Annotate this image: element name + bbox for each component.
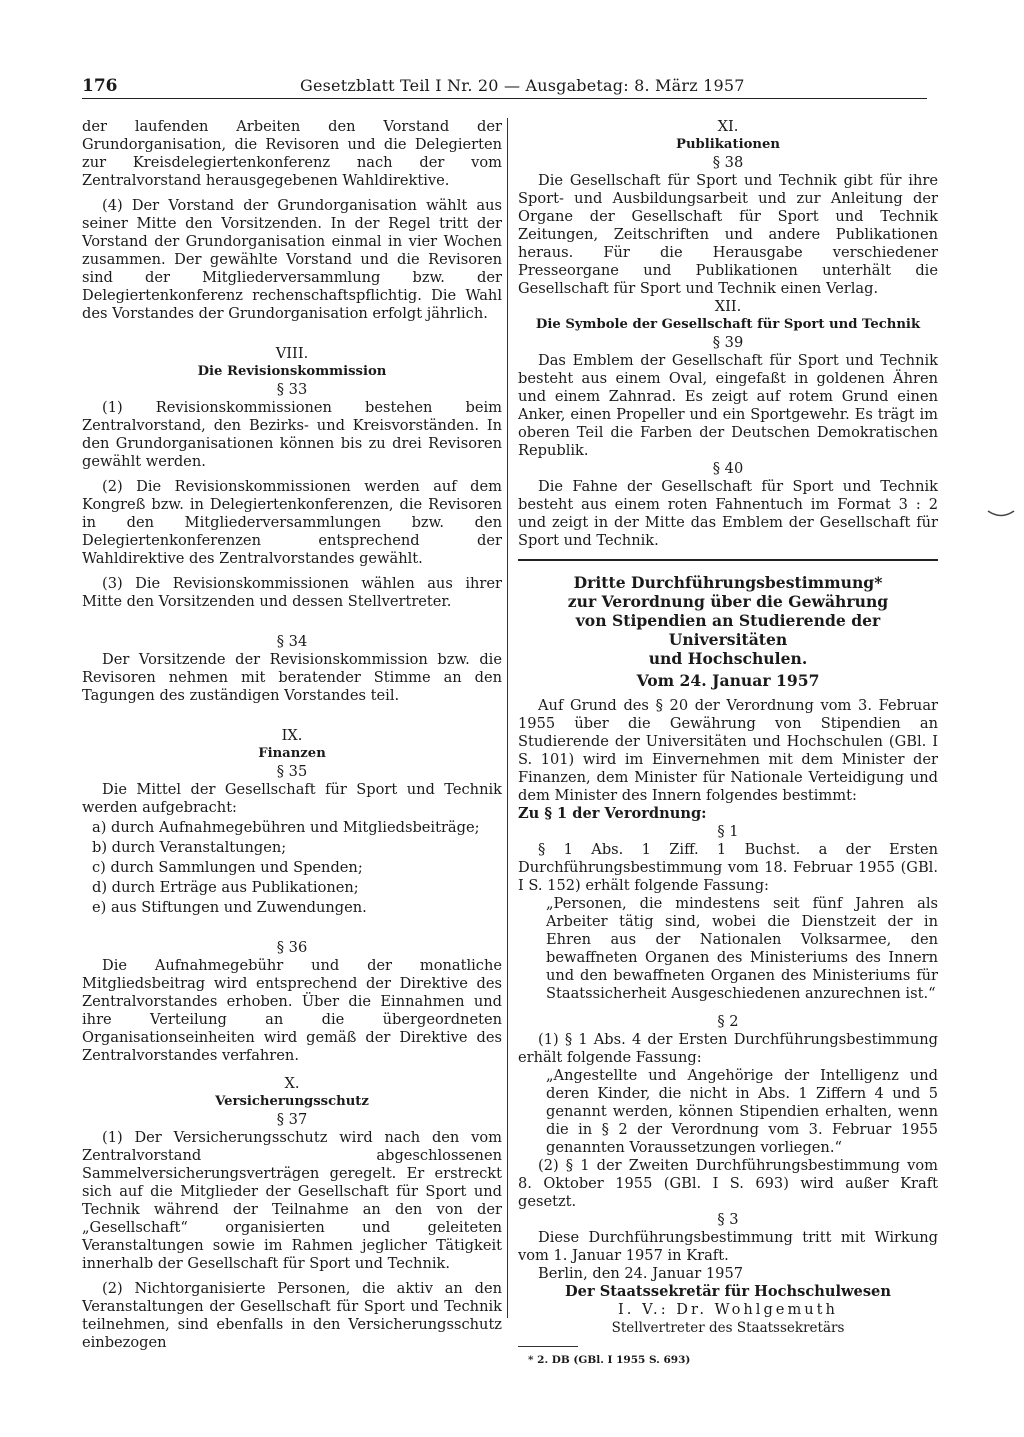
page-header xyxy=(82,74,927,99)
page-number: 176 xyxy=(82,76,118,96)
section-heading: Die Revisionskommission xyxy=(197,364,387,379)
section-heading: Publikationen xyxy=(676,137,780,152)
title-line: zur Verordnung über die Gewährung xyxy=(567,592,889,612)
margin-mark xyxy=(986,508,1016,520)
section-rule xyxy=(518,559,938,561)
paragraph-number: § 3 xyxy=(717,1211,739,1229)
preamble: Auf Grund des § 20 der Verordnung vom 3. Februar 1955 über die Gewährung von Stipendien an Studierende der Universitäten und Hochschulen (GBl. I S. 101) wird im Einvernehmen mit dem Minister der Finanzen, dem Minister für Nationale Verteidigung und dem Minister des Innern folgendes bestimmt: xyxy=(518,697,938,805)
title-line: von Stipendien an Studierende der Universitäten xyxy=(575,611,881,650)
signer-name: I. V.: Dr. Wohlgemuth xyxy=(618,1301,838,1319)
paragraph: (1) Revisionskommissionen bestehen beim Zentralvorstand, den Bezirks- und Kreisvorständen. In den Grundorganisationen können bis zu drei Revisoren gewählt werden. xyxy=(82,399,502,470)
section-number: X. xyxy=(284,1075,300,1092)
title-line: Dritte Durchführungsbestimmung* xyxy=(573,573,883,593)
paragraph-number: § 36 xyxy=(276,939,308,956)
paragraph: § 1 Abs. 1 Ziff. 1 Buchst. a der Ersten Durchführungsbestimmung vom 18. Februar 1955 (GBl. I S. 152) erhält folgende Fassung: xyxy=(518,841,938,895)
column-divider xyxy=(507,118,508,1318)
list-item: a) durch Aufnahmegebühren und Mitgliedsbeiträge; xyxy=(92,819,480,836)
signing-authority: Der Staatssekretär für Hochschulwesen xyxy=(565,1283,891,1301)
signer-role: Stellvertreter des Staatssekretärs xyxy=(611,1320,845,1337)
paragraph: (4) Der Vorstand der Grundorganisation wählt aus seiner Mitte den Vorsitzenden. In der Regel tritt der Vorstand der Grundorganisation einmal in vier Wochen zusammen. Der gewählte Vorstand und die Revisoren sind der Mitgliederversammlung bzw. der Delegiertenkonferenz rechenschaftspflichtig. Die Wahl des Vorstandes der Grundorganisation erfolgt jährlich. xyxy=(82,197,502,322)
subheading: Zu § 1 der Verordnung: xyxy=(518,805,707,823)
paragraph: (2) Nichtorganisierte Personen, die aktiv an den Veranstaltungen der Gesellschaft für Sport und Technik teilnehmen, sind ebenfalls in den Versicherungsschutz einbezogen xyxy=(82,1280,502,1351)
paragraph: Der Vorsitzende der Revisionskommission bzw. die Revisoren nehmen mit beratender Stimme an den Tagungen des zuständigen Vorstandes teil. xyxy=(82,651,502,704)
paragraph-number: § 33 xyxy=(276,381,308,398)
paragraph: (3) Die Revisionskommissionen wählen aus ihrer Mitte den Vorsitzenden und dessen Stellvertreter. xyxy=(82,575,502,610)
list-item: c) durch Sammlungen und Spenden; xyxy=(92,859,363,876)
quoted-text: „Personen, die mindestens seit fünf Jahren als Arbeiter tätig sind, wobei die Dienstzeit der in Ehren aus der Nationalen Volksarmee, den bewaffneten Organen des Ministeriums des Innern und den bewaffneten Organen des Ministeriums für Staatssicherheit Ausgeschiedenen anzurechnen ist.“ xyxy=(546,895,938,1003)
paragraph: Die Mittel der Gesellschaft für Sport und Technik werden aufgebracht: xyxy=(82,781,502,816)
paragraph: Die Gesellschaft für Sport und Technik gibt für ihre Sport- und Ausbildungsarbeit und zur Anleitung der Organe der Gesellschaft für Sport und Technik Zeitungen, Zeitschriften und andere Publikationen heraus. Für die Herausgabe verschiedener Presseorgane und Publikationen unterhält die Gesellschaft für Sport und Technik einen Verlag. xyxy=(518,172,938,297)
section-heading: Die Symbole der Gesellschaft für Sport und Technik xyxy=(535,317,921,332)
title-line: und Hochschulen. xyxy=(648,649,808,669)
paragraph-number: § 34 xyxy=(276,633,308,650)
left-column xyxy=(82,118,502,1352)
paragraph-number: § 38 xyxy=(712,154,744,171)
document-title xyxy=(518,573,938,668)
paragraph: Das Emblem der Gesellschaft für Sport und Technik besteht aus einem Oval, eingefaßt in goldenen Ähren und einem Zahnrad. Es zeigt auf rotem Grund einen Anker, einen Propeller und ein Sportgewehr. Es trägt im oberen Teil die Farben der Deutschen Demokratischen Republik. xyxy=(518,352,938,459)
paragraph-number: § 40 xyxy=(712,460,744,477)
paragraph-number: § 35 xyxy=(276,763,308,780)
section-heading: Versicherungsschutz xyxy=(215,1094,369,1109)
footnote-rule xyxy=(518,1346,578,1347)
paragraph: Diese Durchführungsbestimmung tritt mit Wirkung vom 1. Januar 1957 in Kraft. xyxy=(518,1229,938,1265)
paragraph-number: § 37 xyxy=(276,1111,308,1128)
section-number: IX. xyxy=(281,727,303,744)
list-item: d) durch Erträge aus Publikationen; xyxy=(92,879,359,896)
paragraph: (1) § 1 Abs. 4 der Ersten Durchführungsbestimmung erhält folgende Fassung: xyxy=(518,1031,938,1067)
paragraph: (1) Der Versicherungsschutz wird nach den vom Zentralvorstand abgeschlossenen Sammelversicherungsverträgen geregelt. Er erstreckt sich auf die Mitglieder der Gesellschaft für Sport und Technik während der Teilnahme an den von der „Gesellschaft“ organisierten und geleiteten Veranstaltungen sowie im Rahmen jeglicher Tätigkeit innerhalb der Gesellschaft für Sport und Technik. xyxy=(82,1129,502,1272)
place-date: Berlin, den 24. Januar 1957 xyxy=(538,1265,744,1283)
section-number: XII. xyxy=(714,298,742,315)
paragraph: (2) Die Revisionskommissionen werden auf dem Kongreß bzw. in Delegiertenkonferenzen, die Revisoren in den Mitgliederversammlungen bzw. den Delegiertenkonferenzen entsprechend der Wahldirektive des Zentralvorstandes gewählt. xyxy=(82,478,502,567)
running-head: Gesetzblatt Teil I Nr. 20 — Ausgabetag: 8. März 1957 xyxy=(300,76,745,95)
paragraph-number: § 2 xyxy=(717,1013,739,1031)
paragraph: Die Fahne der Gesellschaft für Sport und Technik besteht aus einem roten Fahnentuch im Format 3 : 2 und zeigt in der Mitte das Emblem der Gesellschaft für Sport und Technik. xyxy=(518,478,938,549)
section-heading: Finanzen xyxy=(258,746,326,761)
right-column xyxy=(518,118,938,1369)
section-number: VIII. xyxy=(275,345,309,362)
quoted-text: „Angestellte und Angehörige der Intelligenz und deren Kinder, die nicht in Abs. 1 Ziffern 4 und 5 genannt werden, können Stipendien erhalten, wenn die in § 2 der Verordnung vom 3. Februar 1955 genannten Voraussetzungen vorliegen.“ xyxy=(546,1067,938,1157)
paragraph-number: § 1 xyxy=(717,823,739,841)
document-date: Vom 24. Januar 1957 xyxy=(636,671,820,691)
list-item: e) aus Stiftungen und Zuwendungen. xyxy=(92,899,367,916)
paragraph-number: § 39 xyxy=(712,334,744,351)
paragraph: (2) § 1 der Zweiten Durchführungsbestimmung vom 8. Oktober 1955 (GBl. I S. 693) wird außer Kraft gesetzt. xyxy=(518,1157,938,1211)
paragraph: Die Aufnahmegebühr und der monatliche Mitgliedsbeitrag wird entsprechend der Direktive des Zentralvorstandes erhoben. Über die Einnahmen und ihre Verteilung an die übergeordneten Organisationseinheiten wird gemäß der Direktive des Zentralvorstandes verfahren. xyxy=(82,957,502,1064)
paragraph: der laufenden Arbeiten den Vorstand der Grundorganisation, die Revisoren und die Delegierten zur Kreisdelegiertenkonferenz nach der vom Zentralvorstand herausgegebenen Wahldirektive. xyxy=(82,118,502,189)
list-item: b) durch Veranstaltungen; xyxy=(92,839,287,856)
funding-list xyxy=(82,819,502,917)
section-number: XI. xyxy=(717,118,739,135)
footnote: * 2. DB (GBl. I 1955 S. 693) xyxy=(528,1354,691,1367)
